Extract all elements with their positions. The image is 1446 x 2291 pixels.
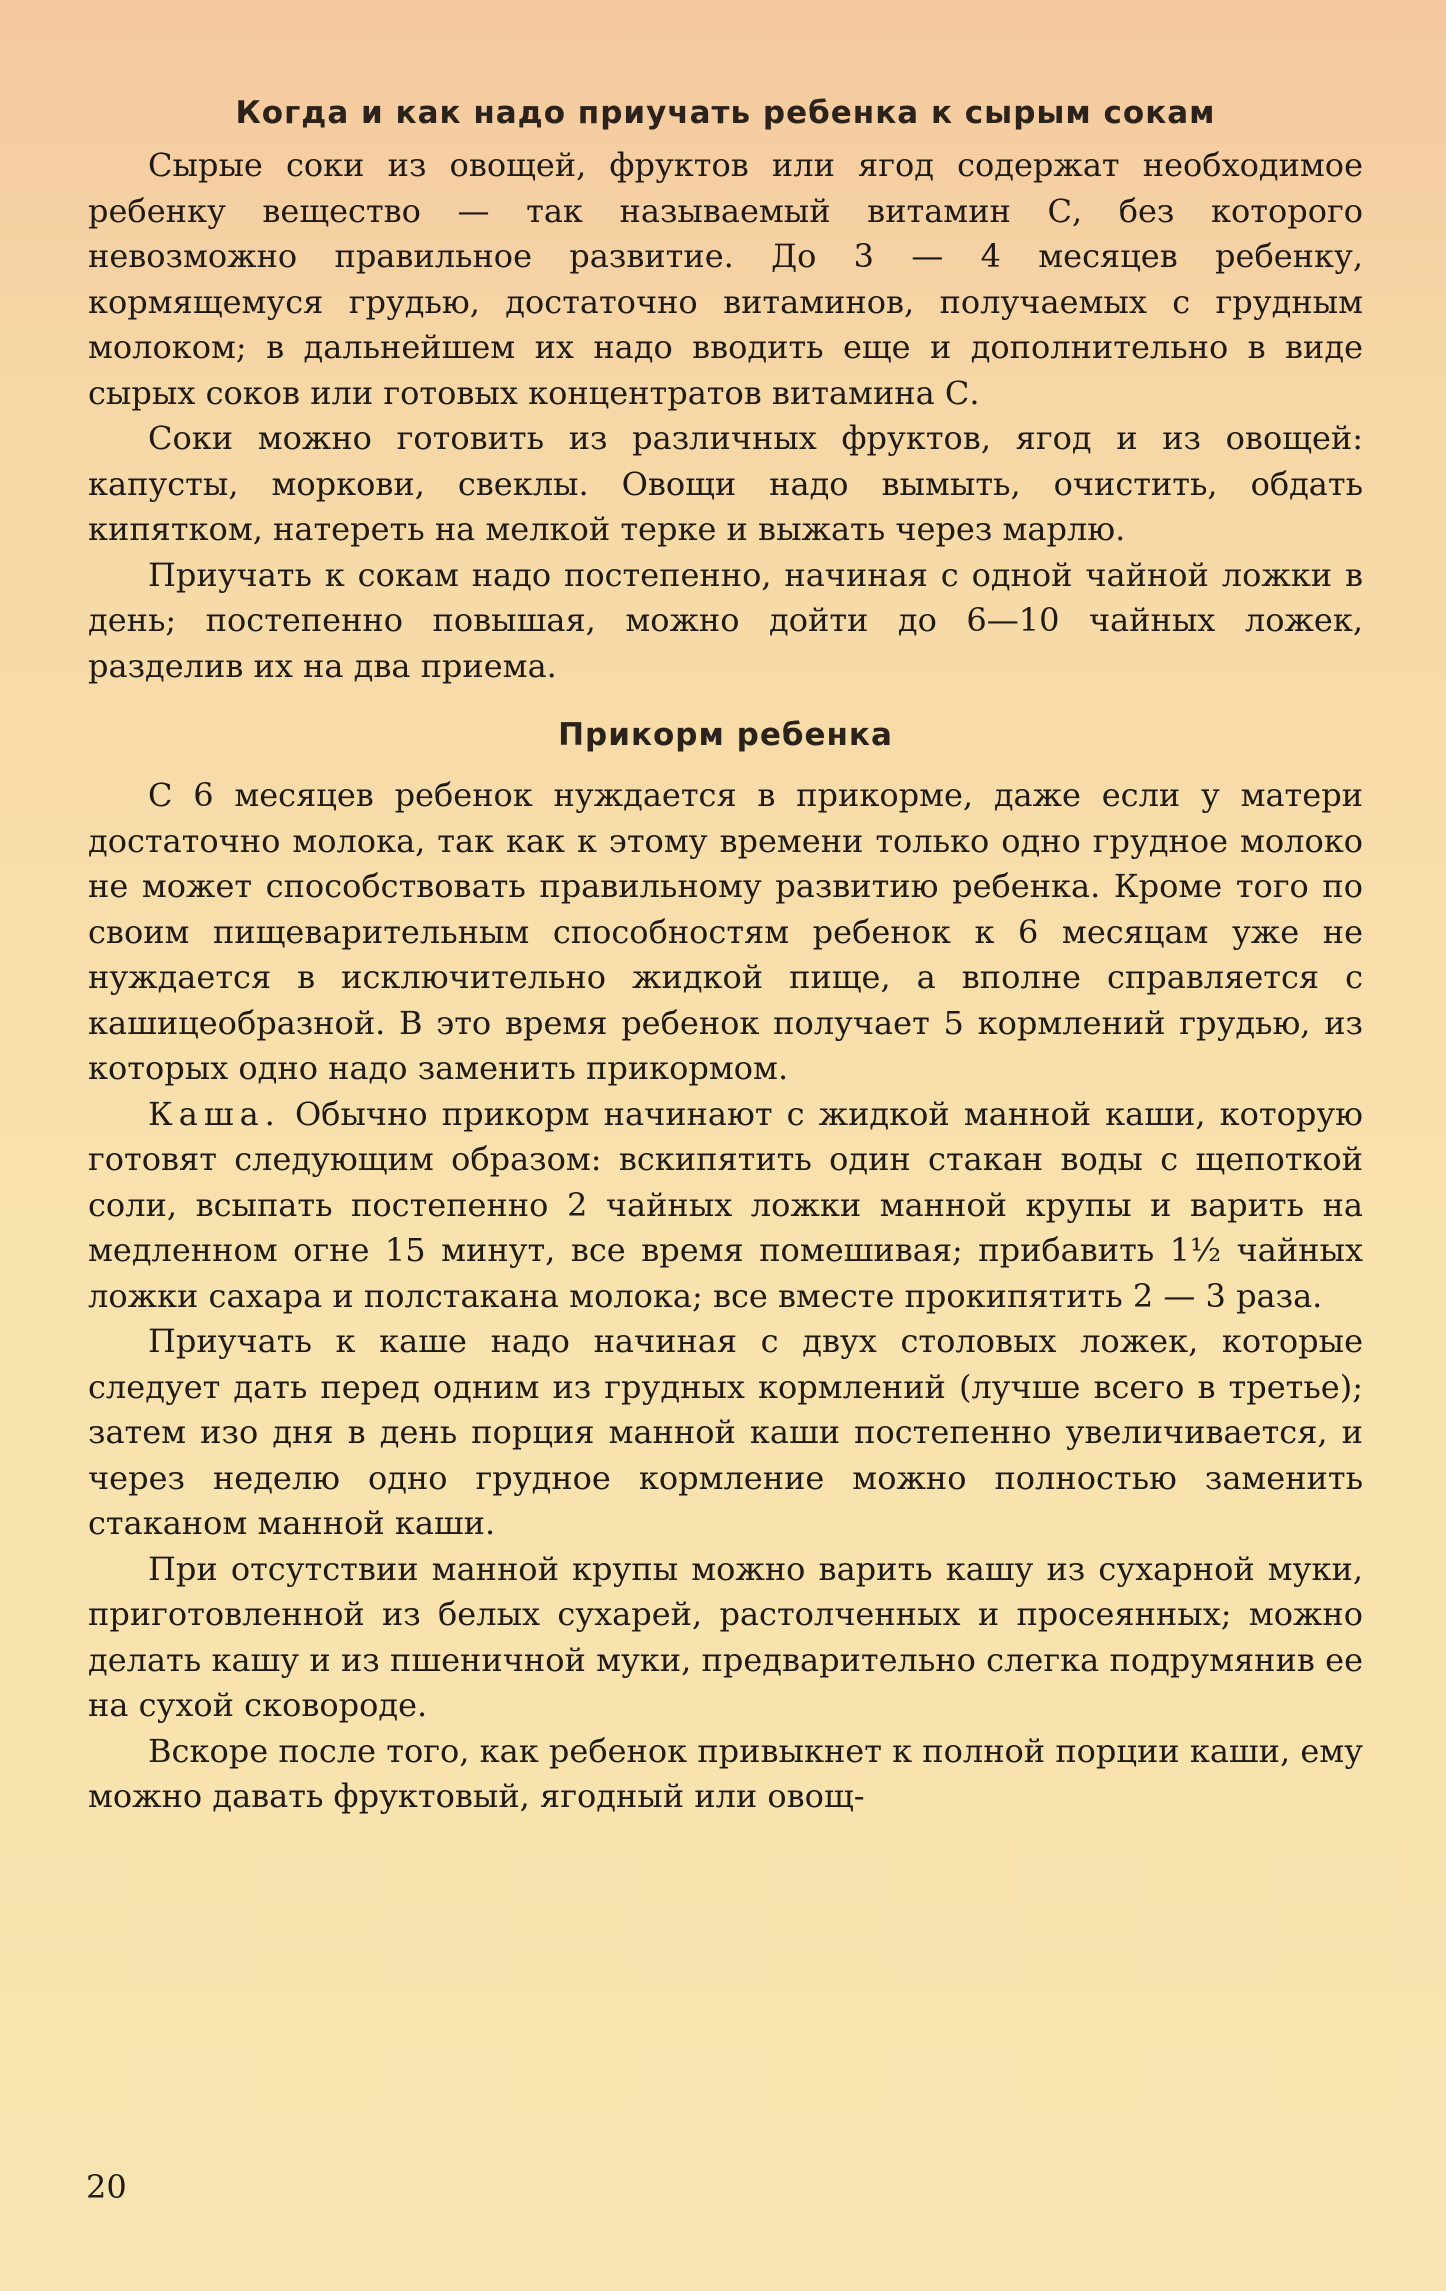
porridge-recipe-text: Обычно прикорм начинают с жидкой манной каши, которую готовят следующим образом: вскипятить один стакан воды с щепоткой соли, всыпать постепенно 2 чайных ложки манной крупы и варить на медленном огне 15 минут, все время помешивая; прибавить 1½ чайных ложки сахара и полстакана молока; все вместе прокипятить 2 — 3 раза. — [88, 1094, 1363, 1315]
paragraph-porridge-introduction: Приучать к каше надо начиная с двух столовых ложек, которые следует дать перед одним из грудных кормлений (лучше всего в третье); затем изо дня в день порция манной каши постепенно увеличивается, и через неделю одно грудное кормление можно полностью заменить стаканом манной каши. — [88, 1322, 1363, 1542]
page-body — [88, 95, 1363, 1820]
page-number: 20 — [86, 2168, 127, 2206]
paragraph-porridge-next: Вскоре после того, как ребенок привыкнет к полной порции каши, ему можно давать фруктовый, ягодный или овощ- — [88, 1731, 1363, 1815]
paragraph-porridge-recipe — [88, 1092, 1363, 1320]
paragraph-feeding-intro: С 6 месяцев ребенок нуждается в прикорме, даже если у матери достаточно молока, так как к этому времени только одно грудное молоко не может способствовать правильному развитию ребенка. Кроме того по своим пищеварительным способностям ребенок к 6 месяцам уже не нуждается в исключительно жидкой пище, а вполне справляется с кашицеобразной. В это время ребенок получает 5 кормлений грудью, из которых одно надо заменить прикормом. — [88, 776, 1363, 1087]
porridge-lead-word: Каша. — [148, 1094, 281, 1133]
paragraph-porridge-alternative: При отсутствии манной крупы можно варить кашу из сухарной муки, приготовленной из белых сухарей, растолченных и просеянных; можно делать кашу и из пшеничной муки, предварительно слегка подрумянив ее на сухой сковороде. — [88, 1549, 1363, 1724]
section-heading-juices: Когда и как надо приучать ребенка к сырым сокам — [235, 95, 1216, 131]
section-heading-feeding: Прикорм ребенка — [558, 717, 893, 753]
paragraph-juices-intro: Сырые соки из овощей, фруктов или ягод содержат необходимое ребенку вещество — так называемый витамин С, без которого невозможно правильное развитие. До 3 — 4 месяцев ребенку, кормящемуся грудью, достаточно витаминов, получаемых с грудным молоком; в дальнейшем их надо вводить еще и дополнительно в виде сырых соков или готовых концентратов витамина С. — [88, 146, 1363, 412]
paragraph-juices-dosage: Приучать к сокам надо постепенно, начиная с одной чайной ложки в день; постепенно повышая, можно дойти до 6—10 чайных ложек, разделив их на два приема. — [88, 555, 1363, 685]
paragraph-juices-prep: Соки можно готовить из различных фруктов, ягод и из овощей: капусты, моркови, свеклы. Овощи надо вымыть, очистить, обдать кипятком, натереть на мелкой терке и выжать через марлю. — [88, 419, 1363, 548]
